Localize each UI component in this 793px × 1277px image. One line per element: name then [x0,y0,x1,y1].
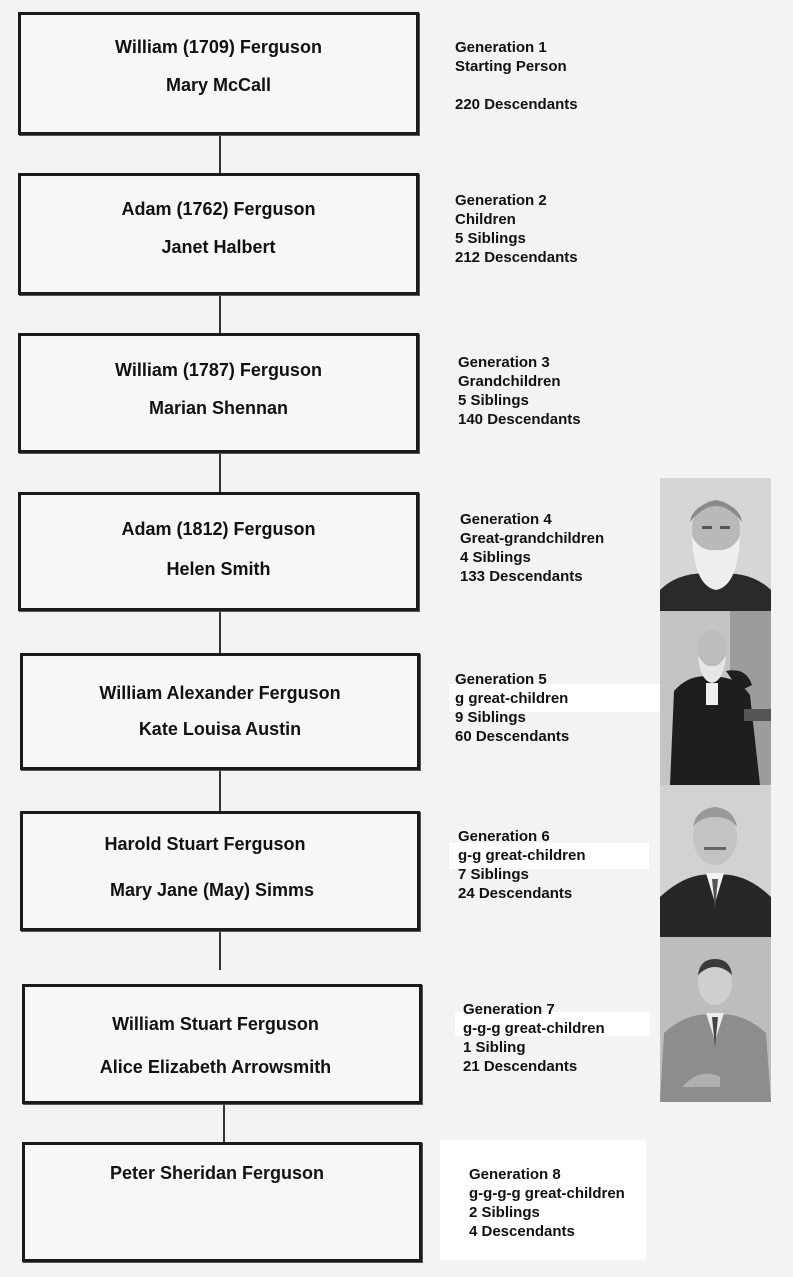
generation-info-2 [455,191,578,267]
person-box-generation-7 [22,984,422,1104]
relationship-label: Great-grandchildren [460,530,605,547]
descendants-label: 60 Descendants [455,728,570,745]
generation-info-4 [460,510,604,586]
generation-label: Generation 4 [460,511,552,528]
connector-line [219,294,221,334]
relationship-label: Starting Person [455,58,567,75]
person-name: Harold Stuart Ferguson [104,834,306,854]
person-name: Adam (1762) Ferguson [121,199,316,219]
descendants-label: 133 Descendants [460,568,583,585]
connector-line [219,930,221,970]
siblings-label: 5 Siblings [458,392,529,409]
siblings-label: 5 Siblings [455,230,526,247]
person-box-generation-3 [18,333,419,453]
siblings-label: 2 Siblings [469,1204,540,1221]
siblings-label: 7 Siblings [458,866,529,883]
connector-line [219,769,221,812]
person-box-generation-2 [18,173,419,295]
spouse-name: Mary McCall [165,75,272,95]
person-box-generation-5 [20,653,420,770]
descendants-label: 4 Descendants [469,1223,575,1240]
portrait-man-in-suit-icon [660,785,771,937]
person-box-generation-8 [22,1142,422,1262]
person-name: Adam (1812) Ferguson [121,519,316,539]
portrait-bearded-elderly-man-icon [660,478,771,611]
relationship-label: g-g-g great-children [463,1020,605,1037]
connector-line [219,610,221,654]
spouse-name: Janet Halbert [161,237,276,257]
generation-info-6 [458,827,586,903]
generation-label: Generation 1 [455,39,547,56]
generation-label: Generation 7 [463,1001,555,1018]
portrait-young-man-in-suit-icon [660,937,771,1102]
person-name: Peter Sheridan Ferguson [109,1163,325,1183]
generation-info-3 [458,353,581,429]
connector-line [219,452,221,493]
relationship-label: g-g-g-g great-children [469,1185,625,1202]
generation-label: Generation 3 [458,354,550,371]
siblings-label: 4 Siblings [460,549,531,566]
generation-label: Generation 5 [455,671,547,688]
person-name: William Stuart Ferguson [112,1014,319,1034]
generation-info-5 [455,670,569,746]
spouse-name: Helen Smith [166,559,271,579]
portrait-strip [660,478,771,1102]
connector-line [219,134,221,174]
relationship-label: g-g great-children [458,847,586,864]
descendants-label: 220 Descendants [455,96,578,113]
person-box-generation-1 [18,12,419,135]
generation-label: Generation 6 [458,828,550,845]
spouse-name: Mary Jane (May) Simms [109,880,315,900]
descendants-label: 212 Descendants [455,249,578,266]
generation-info-7 [463,1000,605,1076]
descendants-label: 140 Descendants [458,411,581,428]
spouse-name: Kate Louisa Austin [138,719,302,739]
person-box-generation-6 [20,811,420,931]
spouse-name: Alice Elizabeth Arrowsmith [99,1057,332,1077]
spouse-name: Marian Shennan [148,398,289,418]
relationship-label: g great-children [455,690,569,707]
generation-label: Generation 2 [455,192,547,209]
person-name: William (1787) Ferguson [115,360,322,380]
generation-info-1 [455,38,578,114]
descendants-label: 21 Descendants [463,1058,578,1075]
person-name: William (1709) Ferguson [115,37,322,57]
person-box-generation-4 [18,492,419,611]
siblings-label [455,76,578,95]
connector-line [223,1103,225,1143]
relationship-label: Children [455,211,516,228]
generation-label: Generation 8 [469,1166,561,1183]
generation-info-8 [469,1165,625,1241]
descendants-label: 24 Descendants [458,885,573,902]
person-name: William Alexander Ferguson [99,683,341,703]
siblings-label: 1 Sibling [463,1039,526,1056]
relationship-label: Grandchildren [458,373,561,390]
siblings-label: 9 Siblings [455,709,526,726]
portrait-seated-man-icon [660,611,771,785]
